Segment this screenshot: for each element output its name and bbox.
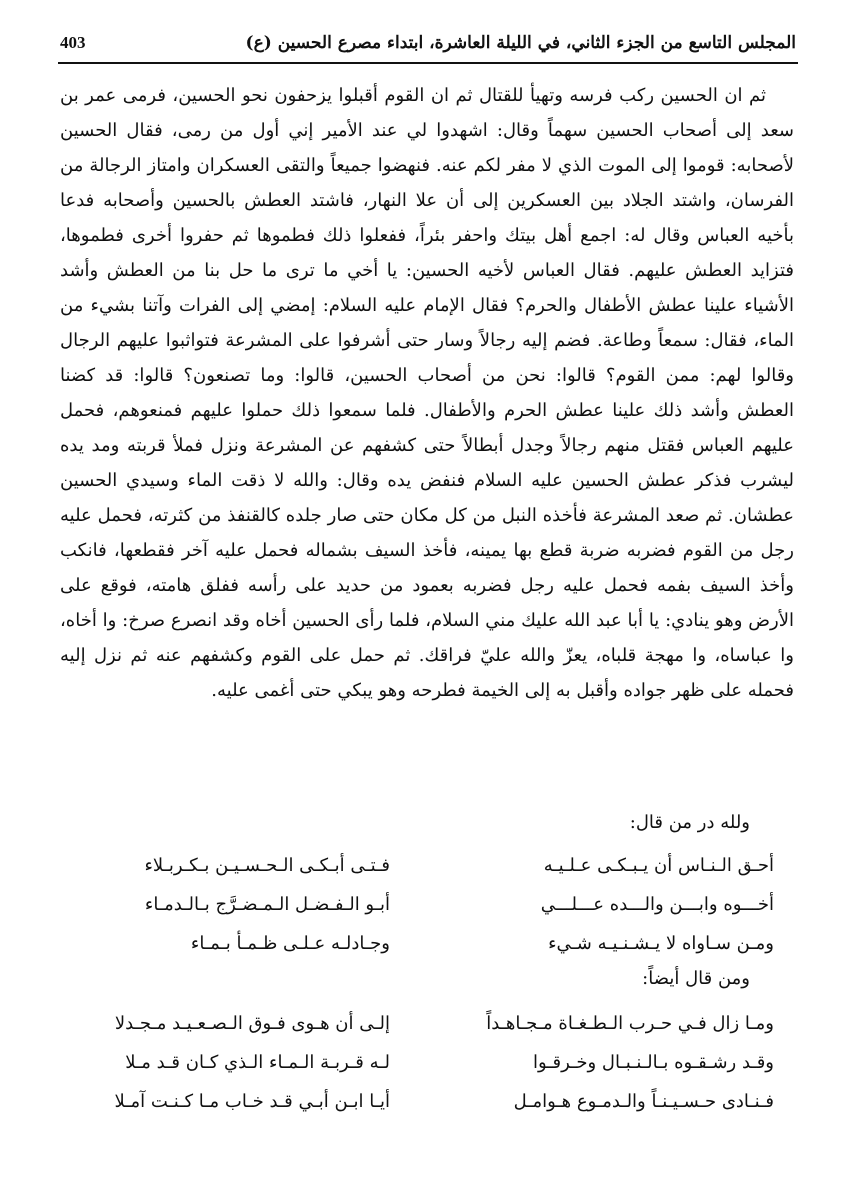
hemistich-left: لـه قـربـة الـمـاء الـذي كـان قـد مـلا [125, 1052, 390, 1073]
paragraph-text: ثم ان الحسين ركب فرسه وتهيأ للقتال ثم ان القوم أقبلوا يزحفون نحو الحسين، فرمى عمر بن سعد إلى أصحاب الحسين سهماً وقال: اشهدوا لي عند الأمير إني أول من رمى، فقال الحسين لأصحابه: قوموا إلى الموت الذي لا مفر لكم عنه. فنهضوا جميعاً والتقى العسكران وامتاز الرجالة من الفرسان، واشتد الجلاد بين العسكرين إلى أن علا النهار، فاشتد العطش بالحسين وأصحابه فدعا بأخيه العباس وقال له: اجمع أهل بيتك واحفر بئراً، ففعلوا ذلك فطموها ثم حفروا أخرى فطموها، فتزايد العطش عليهم. فقال العباس لأخيه الحسين: يا أخي ما ترى ما حل بنا من العطش وأشد الأشياء علينا عطش الأطفال والحرم؟ فقال الإمام عليه السلام: إمضي إلى الفرات وآتنا بشيء من الماء، فقال: سمعاً وطاعة. فضم إليه رجالاً وسار حتى أشرفوا على المشرعة فتواثبوا عليهم الرجال وقالوا لهم: ممن القوم؟ قالوا: نحن من أصحاب الحسين، قالوا: وما تصنعون؟ قالوا: قد كضنا العطش وأشد ذلك علينا عطش الحرم والأطفال. فلما سمعوا ذلك حملوا عليهم فمنعوهم، فحمل عليهم العباس فقتل منهم رجالاً وجدل أبطالاً حتى كشفهم عن المشرعة ونزل فملأ قربته ومد يده ليشرب فذكر عطش الحسين عليه السلام فنفض يده وقال: والله لا ذقت الماء وسيدي الحسين عطشان. ثم صعد المشرعة فأخذه النبل من كل مكان حتى صار جلده كالقنفذ من كثرته، فحمل عليه رجل من القوم فضربه ضربة قطع بها يمينه، فأخذ السيف بشماله فحمل عليه آخر فقطعها، فانكب وأخذ السيف بفمه فحمل عليه رجل فضربه بعمود من حديد على رأسه ففلق هامته، فوقع على الأرض وهو ينادي: يا أبا عبد الله عليك مني السلام، فلما رأى الحسين أخاه وقد انصرع صرخ: وا أخاه، وا عباساه، وا مهجة قلباه، يعزّ والله عليّ فراقك. ثم حمل على القوم وكشفهم عنه ثم نزل إليه فحمله على ظهر جواده وأقبل به إلى الخيمة فطرحه وهو يبكي حتى أغمى عليه. [60, 85, 794, 701]
poem-intro-1: ولله در من قال: [629, 812, 750, 833]
verse [60, 924, 774, 963]
poem-intro-2: ومن قال أيضاً: [642, 968, 750, 989]
verse [60, 1043, 774, 1082]
hemistich-right: فـنـادى حـسـيـنـاً والـدمـوع هـوامـل [513, 1091, 774, 1112]
verse [60, 1082, 774, 1121]
verse [60, 885, 774, 924]
hemistich-right: أحـق الـنـاس أن يـبـكـى عـلـيـه [543, 855, 774, 876]
hemistich-left: إلـى أن هـوى فـوق الـصـعـيـد مـجـدلا [114, 1013, 390, 1034]
header-rule [58, 62, 798, 64]
hemistich-left: أبـو الـفـضـل الـمـضـرَّج بـالـدمـاء [144, 894, 390, 915]
hemistich-right: أخـــوه وابـــن والـــده عـــلـــي [540, 894, 774, 915]
poem-2 [60, 1004, 774, 1121]
page-header [60, 30, 796, 56]
hemistich-left: أيـا ابـن أبـي قـد خـاب مـا كـنـت آمـلا [114, 1091, 390, 1112]
main-paragraph [60, 78, 794, 708]
hemistich-left: فـتـى أبـكـى الـحـسـيـن بـكـربـلاء [144, 855, 390, 876]
poem-1 [60, 846, 774, 963]
hemistich-right: ومـا زال فـي حـرب الـطـغـاة مـجـاهـداً [486, 1013, 774, 1034]
hemistich-left: وجـادلـه عـلـى ظـمـأ بـمـاء [190, 933, 390, 954]
running-title: المجلس التاسع من الجزء الثاني، في الليلة العاشرة، ابتداء مصرع الحسين (ع) [245, 33, 796, 53]
hemistich-right: وقـد رشـقـوه بـالـنـبـال وخـرقـوا [532, 1052, 774, 1073]
verse [60, 1004, 774, 1043]
page-number: 403 [60, 33, 86, 52]
hemistich-right: ومـن سـاواه لا يـشـنـيـه شـيء [548, 933, 774, 954]
verse [60, 846, 774, 885]
